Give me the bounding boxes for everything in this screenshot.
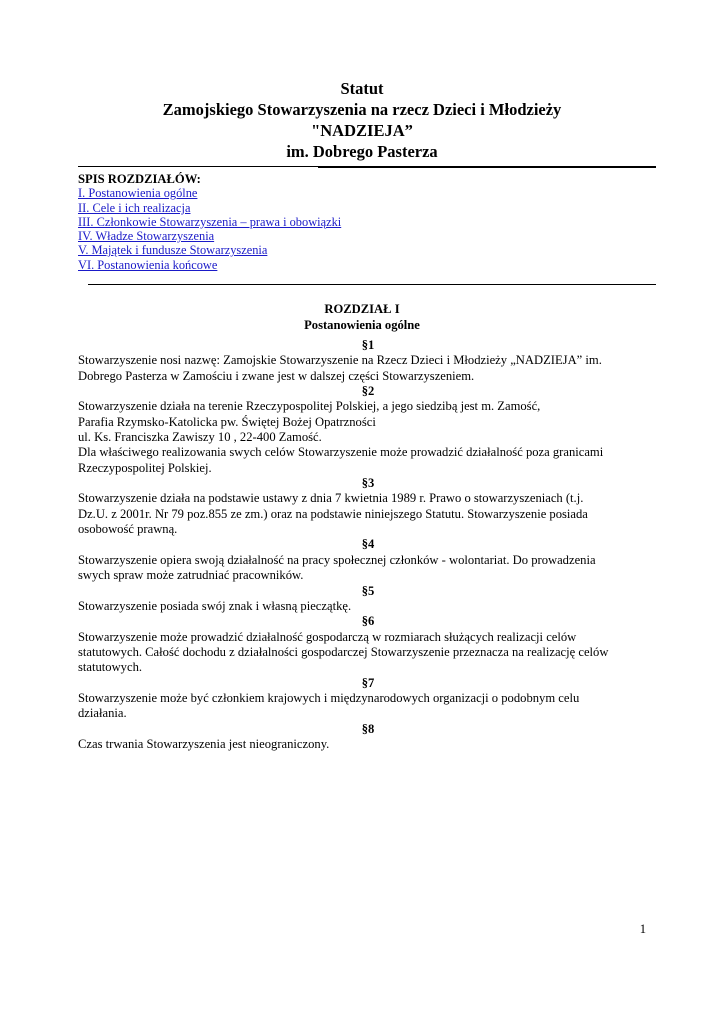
paragraph-line: Parafia Rzymsko-Katolicka pw. Świętej Bożej Opatrzności [78, 414, 376, 429]
title-line: "NADZIEJA” [311, 121, 413, 140]
divider-bottom [88, 284, 656, 285]
toc-heading: SPIS ROZDZIAŁÓW: [78, 172, 201, 186]
paragraph-line: działania. [78, 706, 127, 721]
paragraph-line: ul. Ks. Franciszka Zawiszy 10 , 22-400 Zamość. [78, 430, 322, 445]
section-mark: §3 [361, 476, 375, 491]
section-mark: §2 [361, 384, 375, 399]
paragraph-line: statutowych. [78, 660, 143, 675]
section-mark: §1 [361, 338, 375, 352]
section-4 [78, 537, 658, 583]
paragraph-line: Stowarzyszenie może prowadzić działalność gospodarczą w rozmiarach służących realizacji celów [78, 629, 577, 644]
title-line: Zamojskiego Stowarzyszenia na rzecz Dzieci i Młodzieży [162, 100, 562, 119]
paragraph-line: Stowarzyszenie działa na terenie Rzeczypospolitej Polskiej, a jego siedzibą jest m. Zamość, [78, 399, 541, 414]
paragraph-line: Czas trwania Stowarzyszenia jest nieograniczony. [78, 736, 330, 751]
toc-link-chapter-5[interactable]: V. Majątek i fundusze Stowarzyszenia [78, 243, 268, 258]
section-5 [78, 584, 658, 615]
chapter-heading [0, 302, 724, 333]
paragraph-line: Dla właściwego realizowania swych celów Stowarzyszenie może prowadzić działalność poza granicami [78, 445, 604, 460]
chapter-number: ROZDZIAŁ I [324, 302, 400, 316]
title-line: Statut [340, 79, 384, 98]
toc-link-chapter-2[interactable]: II. Cele i ich realizacja [78, 200, 191, 215]
page-number: 1 [639, 922, 646, 936]
section-2 [78, 384, 658, 476]
paragraph-line: Dz.U. z 2001r. Nr 79 poz.855 ze zm.) oraz na podstawie niniejszego Statutu. Stowarzyszenie posiada [78, 506, 588, 521]
divider-top [78, 166, 318, 167]
paragraph-line: Stowarzyszenie może być członkiem krajowych i międzynarodowych organizacji o podobnym celu [78, 690, 580, 705]
toc-link-chapter-3[interactable]: III. Członkowie Stowarzyszenia – prawa i obowiązki [78, 214, 342, 229]
chapter-title: Postanowienia ogólne [304, 317, 420, 332]
section-mark: §7 [361, 675, 375, 690]
paragraph-line: Stowarzyszenie działa na podstawie ustawy z dnia 7 kwietnia 1989 r. Prawo o stowarzyszeniach (t.j. [78, 491, 584, 506]
section-mark: §5 [361, 583, 375, 598]
document-title [0, 78, 724, 162]
paragraph-line: osobowość prawną. [78, 522, 178, 537]
paragraph-line: Dobrego Pasterza w Zamościu i zwane jest w dalszej części Stowarzyszeniem. [78, 368, 475, 383]
paragraph-line: statutowych. Całość dochodu z działalności gospodarczej Stowarzyszenie przeznacza na realizację celów [78, 644, 609, 659]
section-1 [78, 338, 658, 384]
section-mark: §8 [361, 721, 375, 736]
paragraph-line: Stowarzyszenie posiada swój znak i własną pieczątkę. [78, 598, 352, 613]
section-8 [78, 722, 658, 753]
chapter-body [78, 338, 658, 752]
title-line: im. Dobrego Pasterza [286, 142, 438, 161]
paragraph-line: Rzeczypospolitej Polskiej. [78, 460, 212, 475]
table-of-contents [78, 172, 678, 272]
divider-top-right [318, 166, 656, 168]
paragraph-line: Stowarzyszenie nosi nazwę: Zamojskie Stowarzyszenie na Rzecz Dzieci i Młodzieży „NADZIEJA” im. [78, 353, 602, 368]
section-mark: §4 [361, 537, 375, 552]
section-3 [78, 476, 658, 537]
toc-link-chapter-4[interactable]: IV. Władze Stowarzyszenia [78, 229, 215, 244]
paragraph-line: Stowarzyszenie opiera swoją działalność na pracy społecznej członków - wolontariat. Do prowadzenia [78, 552, 596, 567]
toc-link-chapter-6[interactable]: VI. Postanowienia końcowe [78, 257, 218, 272]
section-6 [78, 614, 658, 675]
paragraph-line: swych spraw może zatrudniać pracowników. [78, 568, 304, 583]
section-7 [78, 676, 658, 722]
section-mark: §6 [361, 614, 375, 629]
toc-link-chapter-1[interactable]: I. Postanowienia ogólne [78, 186, 198, 201]
